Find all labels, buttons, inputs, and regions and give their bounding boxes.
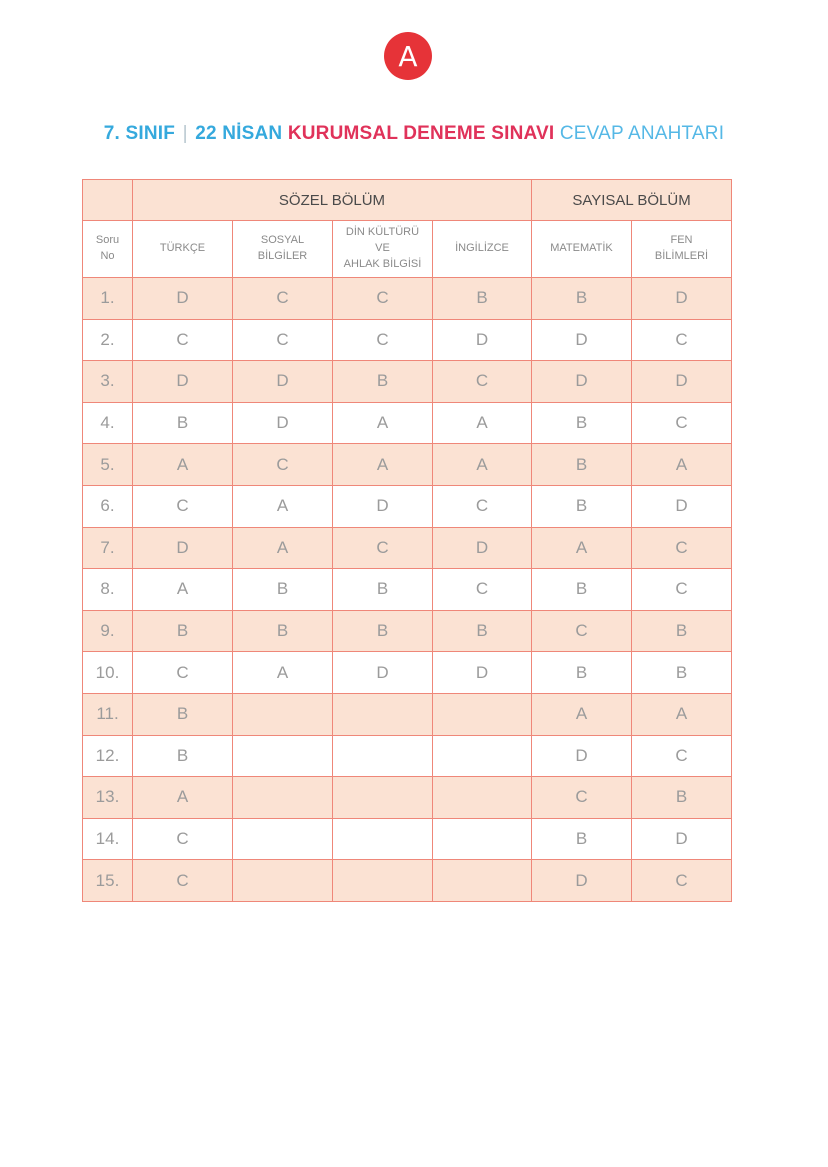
matematik-answer-cell: D	[532, 735, 632, 777]
table-row	[83, 319, 732, 361]
section-header-row	[83, 180, 732, 221]
turkce-answer-cell: D	[133, 527, 233, 569]
din-answer-cell: C	[333, 527, 433, 569]
turkce-answer-cell: B	[133, 693, 233, 735]
question-number-cell: 5.	[83, 444, 133, 486]
table-row	[83, 610, 732, 652]
din-line2: VE	[375, 242, 390, 255]
fen-answer-cell: C	[632, 860, 732, 902]
ingilizce-answer-cell	[433, 735, 532, 777]
fen-answer-cell: C	[632, 735, 732, 777]
question-number-cell: 2.	[83, 319, 133, 361]
sosyal-answer-cell	[233, 777, 333, 819]
ingilizce-answer-cell: B	[433, 610, 532, 652]
sosyal-answer-cell	[233, 818, 333, 860]
title-date: 22 NİSAN	[195, 123, 283, 144]
fen-answer-cell: D	[632, 278, 732, 320]
fen-line2: BİLİMLERİ	[654, 250, 709, 262]
fen-answer-cell: A	[632, 444, 732, 486]
matematik-answer-cell: B	[532, 444, 632, 486]
verbal-section-header: SÖZEL BÖLÜM	[133, 180, 532, 221]
fen-answer-cell: B	[632, 610, 732, 652]
table-row	[83, 527, 732, 569]
matematik-answer-cell: B	[532, 818, 632, 860]
table-row	[83, 444, 732, 486]
turkce-answer-cell: C	[133, 652, 233, 694]
table-row	[83, 652, 732, 694]
sosyal-answer-cell: B	[233, 569, 333, 611]
no-label: No	[100, 250, 115, 262]
turkce-answer-cell: C	[133, 319, 233, 361]
turkce-answer-cell: B	[133, 402, 233, 444]
numerical-section-header: SAYISAL BÖLÜM	[532, 180, 732, 221]
matematik-answer-cell: B	[532, 402, 632, 444]
din-answer-cell: A	[333, 444, 433, 486]
question-number-cell: 6.	[83, 485, 133, 527]
table-row	[83, 735, 732, 777]
question-number-cell: 12.	[83, 735, 133, 777]
question-number-header	[83, 221, 133, 278]
table-row	[83, 569, 732, 611]
title-grade: 7. SINIF	[103, 123, 176, 144]
fen-line1: FEN	[670, 234, 693, 247]
fen-answer-cell: C	[632, 527, 732, 569]
page-title	[0, 123, 828, 145]
din-answer-cell: D	[333, 485, 433, 527]
fen-header	[632, 221, 732, 278]
question-number-cell: 15.	[83, 860, 133, 902]
question-number-cell: 14.	[83, 818, 133, 860]
answer-key-letter-badge: A	[384, 32, 432, 80]
sosyal-answer-cell: A	[233, 652, 333, 694]
din-answer-cell	[333, 777, 433, 819]
din-answer-cell	[333, 735, 433, 777]
sosyal-answer-cell	[233, 735, 333, 777]
turkce-answer-cell: C	[133, 818, 233, 860]
sosyal-answer-cell	[233, 693, 333, 735]
question-number-cell: 4.	[83, 402, 133, 444]
turkce-answer-cell: B	[133, 735, 233, 777]
din-answer-cell	[333, 693, 433, 735]
turkce-header: TÜRKÇE	[133, 221, 233, 278]
fen-answer-cell: C	[632, 319, 732, 361]
question-number-cell: 9.	[83, 610, 133, 652]
table-row	[83, 693, 732, 735]
din-line1: DİN KÜLTÜRÜ	[345, 226, 420, 239]
table-row	[83, 278, 732, 320]
matematik-header: MATEMATİK	[532, 221, 632, 278]
sosyal-answer-cell: D	[233, 361, 333, 403]
din-answer-cell: C	[333, 278, 433, 320]
matematik-answer-cell: D	[532, 361, 632, 403]
din-answer-cell: C	[333, 319, 433, 361]
fen-answer-cell: A	[632, 693, 732, 735]
sosyal-line2: BİLGİLER	[257, 250, 308, 262]
table-row	[83, 860, 732, 902]
matematik-answer-cell: D	[532, 860, 632, 902]
turkce-answer-cell: A	[133, 777, 233, 819]
sosyal-line1: SOSYAL	[260, 234, 305, 247]
ingilizce-answer-cell: B	[433, 278, 532, 320]
matematik-answer-cell: C	[532, 610, 632, 652]
turkce-answer-cell: D	[133, 278, 233, 320]
question-number-cell: 8.	[83, 569, 133, 611]
question-number-cell: 1.	[83, 278, 133, 320]
sosyal-answer-cell: B	[233, 610, 333, 652]
subject-header-row	[83, 221, 732, 278]
din-answer-cell	[333, 860, 433, 902]
din-answer-cell	[333, 818, 433, 860]
title-suffix: CEVAP ANAHTARI	[559, 123, 725, 144]
sosyal-header	[233, 221, 333, 278]
table-row	[83, 777, 732, 819]
fen-answer-cell: B	[632, 777, 732, 819]
title-separator: |	[182, 123, 188, 144]
ingilizce-header: İNGİLİZCE	[433, 221, 532, 278]
ingilizce-answer-cell: C	[433, 361, 532, 403]
ingilizce-answer-cell: C	[433, 485, 532, 527]
sosyal-answer-cell: D	[233, 402, 333, 444]
matematik-answer-cell: C	[532, 777, 632, 819]
ingilizce-answer-cell: A	[433, 402, 532, 444]
question-number-cell: 3.	[83, 361, 133, 403]
turkce-answer-cell: C	[133, 860, 233, 902]
ingilizce-answer-cell: D	[433, 319, 532, 361]
question-number-cell: 13.	[83, 777, 133, 819]
ingilizce-answer-cell: D	[433, 652, 532, 694]
ingilizce-answer-cell: D	[433, 527, 532, 569]
ingilizce-answer-cell	[433, 818, 532, 860]
din-answer-cell: A	[333, 402, 433, 444]
din-answer-cell: B	[333, 569, 433, 611]
sosyal-answer-cell: C	[233, 278, 333, 320]
corner-cell	[83, 180, 133, 221]
din-answer-cell: D	[333, 652, 433, 694]
table-row	[83, 361, 732, 403]
fen-answer-cell: C	[632, 569, 732, 611]
fen-answer-cell: C	[632, 402, 732, 444]
turkce-answer-cell: A	[133, 444, 233, 486]
turkce-answer-cell: D	[133, 361, 233, 403]
fen-answer-cell: D	[632, 361, 732, 403]
matematik-answer-cell: B	[532, 485, 632, 527]
matematik-answer-cell: A	[532, 527, 632, 569]
turkce-answer-cell: A	[133, 569, 233, 611]
sosyal-answer-cell: C	[233, 319, 333, 361]
turkce-answer-cell: C	[133, 485, 233, 527]
matematik-answer-cell: A	[532, 693, 632, 735]
fen-answer-cell: B	[632, 652, 732, 694]
question-number-cell: 10.	[83, 652, 133, 694]
matematik-answer-cell: B	[532, 652, 632, 694]
question-number-cell: 11.	[83, 693, 133, 735]
turkce-answer-cell: B	[133, 610, 233, 652]
sosyal-answer-cell: A	[233, 485, 333, 527]
answer-key-table	[82, 179, 732, 902]
ingilizce-answer-cell: C	[433, 569, 532, 611]
sosyal-answer-cell	[233, 860, 333, 902]
din-answer-cell: B	[333, 610, 433, 652]
table-row	[83, 818, 732, 860]
ingilizce-answer-cell	[433, 693, 532, 735]
matematik-answer-cell: B	[532, 278, 632, 320]
ingilizce-answer-cell: A	[433, 444, 532, 486]
question-number-cell: 7.	[83, 527, 133, 569]
table-row	[83, 485, 732, 527]
title-exam: KURUMSAL DENEME SINAVI	[287, 123, 555, 144]
din-answer-cell: B	[333, 361, 433, 403]
sosyal-answer-cell: C	[233, 444, 333, 486]
matematik-answer-cell: D	[532, 319, 632, 361]
soru-label: Soru	[95, 234, 120, 247]
ingilizce-answer-cell	[433, 777, 532, 819]
sosyal-answer-cell: A	[233, 527, 333, 569]
ingilizce-answer-cell	[433, 860, 532, 902]
matematik-answer-cell: B	[532, 569, 632, 611]
din-header	[333, 221, 433, 278]
table-row	[83, 402, 732, 444]
fen-answer-cell: D	[632, 818, 732, 860]
fen-answer-cell: D	[632, 485, 732, 527]
din-line3: AHLAK BİLGİSİ	[343, 257, 422, 270]
